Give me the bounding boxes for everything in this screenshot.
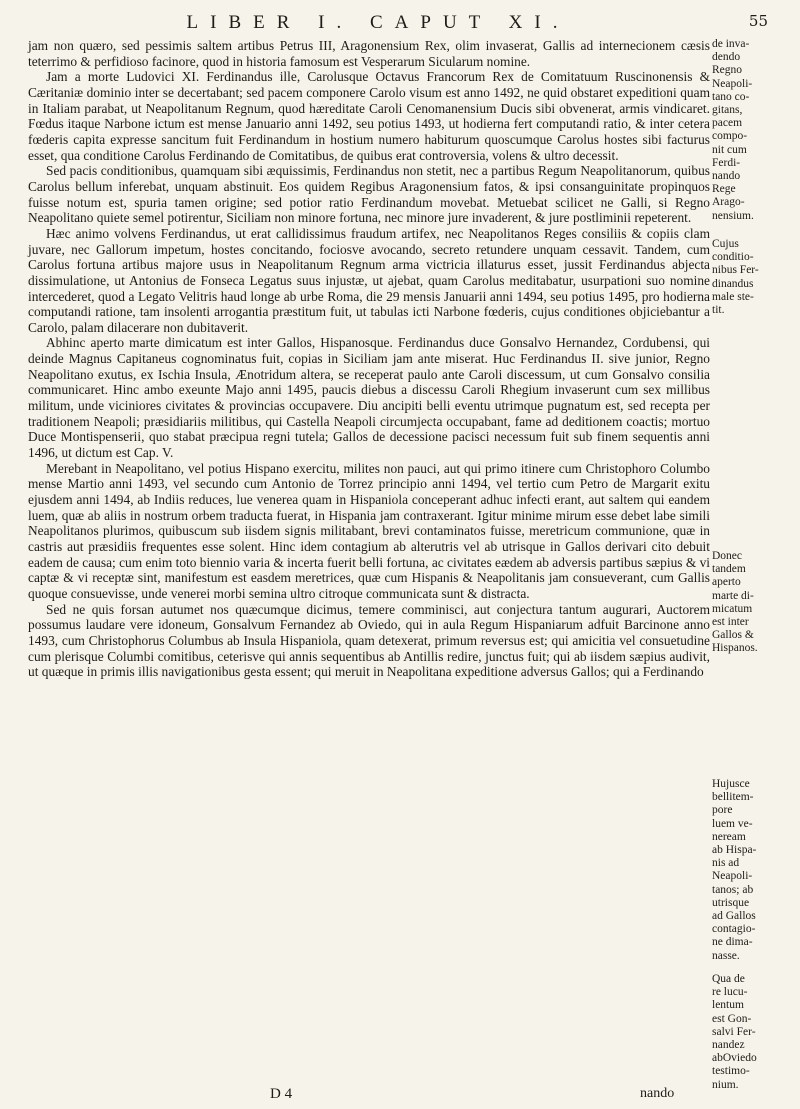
main-text (28, 38, 710, 1088)
paragraph: Sed ne quis forsan autumet nos quæcumque dicimus, temere comminisci, aut conjectura tantum augurari, Auctorem possumus laudare vere idoneum, Gonsalvum Fernandez ab Oviedo, qui in aula Regum Hispaniarum adfuit Barcinone anno 1493, cum Christophorus Columbus ab Insula Hispaniola, quam detexerat, primum reversus est; qui amicitia vel consuetudine cum plerisque Columbi comitibus, ceterisve qui annis sequentibus ab Antillis redire, junctus fuit; qui ab iisdem sæpius audivit, ut quæque in primis illis navigationibus gesta essent; qui meruit in Neapolitana expeditione adversus Gallos; qui a Ferdinando (28, 601, 710, 680)
margin-notes (712, 38, 792, 1098)
margin-note: de inva- dendo Regno Neapoli- tano co- gitans, pacem compo- nit cum Ferdi- nando Rege Arago- nensium. (712, 38, 754, 222)
paragraph: Merebant in Neapolitano, vel potius Hispano exercitu, milites non pauci, aut qui primo itinere cum Christophoro Columbo mense Martio anni 1493, vel secundo cum Antonio de Torrez principio anni 1494, vel tertio cum Petro de Margarit exitu ejusdem anni 1494, ab Indiis reduces, lue venerea quam in Hispaniola conceperant adhuc infecti erant, aut saltem qui eandem luem, quæ ab aliis in nostrum orbem traducta fuerat, in Hispania jam contraxerant. Igitur minime mirum esse debet labe simili Neapolitanos plurimos, quibuscum sub iisdem signis militabant, brevi contaminatos fuisse, meretricum communione, quæ in castris aut præsidiis frequentes esse solent. Hinc idem contagium ab alterutris vel ab utrisque in Gallos derivari cito debuit eadem de causa; cum enim toto biennio varia & incerta fuerit belli fortuna, ac civitates eædem ab adversis partibus sæpius & vi captæ & vi receptæ sint, manifestum est easdem meretrices, quæ cum Hispanis & Neapolitanis jam consueverant, cum Gallis quoque consuevisse, unde venerei morbi semina ultro citroque communicata sunt & distracta. (28, 460, 710, 601)
margin-note: Cujus conditio- nibus Fer- dinandus male ste- tit. (712, 238, 759, 317)
paragraph: Abhinc aperto marte dimicatum est inter Gallos, Hispanosque. Ferdinandus duce Gonsalvo Hernandez, Cordubensi, qui deinde Magnus Capitaneus cognominatus fuit, copias in Siciliam jam ante miserat. Huc Ferdinandus II. sive junior, Regno Neapolitano exutus, ex Ischia Insula, Ænotridum altera, se receperat paulo ante Caroli discessum, ut cum Gonsalvo consilia communicaret. Hinc ambo exeunte Majo anni 1495, paucis diebus a discessu Caroli Rhegium invaserunt cum sex millibus militum, unde viciniores civitates & provincias occupavere. Diu ancipiti belli eventu utrimque pugnatum est, sed recepta per traditionem Neapoli; præsidiariis militibus, qui Castella Neapoli circumjecta occupabant, fame ad deditionem coactis; mortuo Duce Montispenserii, quo stabat præcipua regni tutela; Gallos de decessione pacisci necessum fuit sub finem sequentis anni 1496, ut dictum est Cap. V. (28, 335, 710, 461)
page-header (28, 12, 768, 36)
margin-note: Donec tandem aperto marte di- micatum est inter Gallos & Hispanos. (712, 550, 758, 655)
page-number: 55 (748, 12, 768, 30)
running-head: LIBER I. CAPUT XI. (186, 12, 570, 33)
paragraph: Sed pacis conditionibus, quamquam sibi æquissimis, Ferdinandus non stetit, nec a partibus Regum Neapolitanorum, quibus Carolus bellum inferebat, unquam abstinuit. Eos quidem Regibus Aragonensium fatos, & ipsi consanguinitate propinquos fuisse notum est, spuria tamen origine; sed potior ratio Ferdinandum movebat. Metuebat scilicet ne Galli, si Regno Neapolitano quiete semel potirentur, Siciliam non minore fortuna, nec minore jure invaderent, & jure postliminii repeterent. (28, 163, 710, 226)
paragraph: jam non quæro, sed pessimis saltem artibus Petrus III, Aragonensium Rex, olim invaserat, Gallis ad internecionem cæsis teterrimo & perfidioso facinore, quod in historia famosum est Vesperarum Sicularum nomine. (28, 38, 710, 69)
paragraph: Hæc animo volvens Ferdinandus, ut erat callidissimus fraudum artifex, nec Neapolitanos Reges consiliis & copiis clam juvare, nec Gallorum impetum, hostes concitando, fociosve avocando, secreto retundere unquam cessavit. Tandem, cum Carolus fortuna artibus majore usus in Neapolitanum Regnum arma victricia illaturus esset, jussit Ferdinandus abjecta dissimulatione, ut Antonius de Fonseca Legatus suus injustæ, ut ajebat, quam Carolus meditabatur, usurpationi suo nomine intercederet, quod a Legato Velitris haud longe ab urbe Roma, die 29 mensis Januarii anni 1494, seu potius 1495, pro hodierna computandi ratione, tam insolenti arrogantia præstitum fuit, ut tabulas icti Narbone fœderis, cujus conditiones objiciebantur a Carolo, palam dilacerare non dubitaverit. (28, 225, 710, 335)
paragraph: Jam a morte Ludovici XI. Ferdinandus ille, Carolusque Octavus Francorum Rex de Comitatuum Ruscinonensis & Cæritaniæ dominio inter se decertabant; sed pacem componere Carolo visum est anno 1492, ne quid obstaret expeditioni quam in Italiam parabat, ut Neapolitanum Regnum, quod hæreditate Caroli Cenomanensium Ducis sibi obvenerat, armis vindicaret. Fœdus itaque Narbone ictum est mense Januario anni 1492, seu potius 1493, ut hodierna fert computandi ratio, & inter cetera fœderis capita expresse sancitum fuit Ferdinandum in hostium numero habiturum quoscumque Carolus hostes sibi facturus esset, qua conditione Carolus Ferdinando de Comitatibus, de quibus erat controversia, volens & ultro decessit. (28, 69, 710, 163)
signature-mark: D 4 (270, 1086, 293, 1102)
catchword: nando (640, 1086, 675, 1101)
margin-note: Qua de re lucu- lentum est Gon- salvi Fer- nandez abOviedo testimo- nium. (712, 973, 757, 1091)
margin-note: Hujusce bellitem- pore luem ve- neream ab Hispa- nis ad Neapoli- tanos; ab utrisque ad Gallos contagio- ne dima- nasse. (712, 778, 757, 962)
